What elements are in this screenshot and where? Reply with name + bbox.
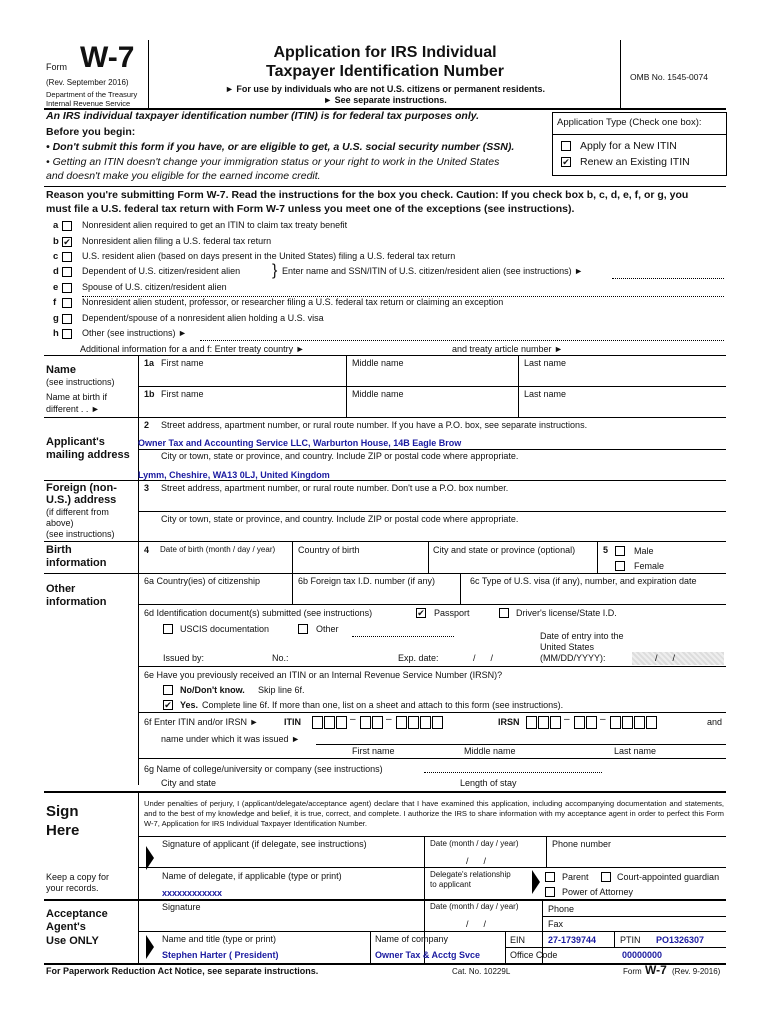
- treaty-note: Additional information for a and f: Enter treaty country ►: [80, 344, 305, 354]
- itin-separator: –: [386, 714, 392, 725]
- itin-digit-box[interactable]: [372, 716, 383, 729]
- middle-name-label[interactable]: Middle name: [352, 358, 404, 368]
- sign-label-1: Sign: [46, 803, 79, 820]
- irsn-digit-box[interactable]: [622, 716, 633, 729]
- reason-text-e: Spouse of U.S. citizen/resident alien: [82, 282, 227, 292]
- entry-date-label-2: United States: [540, 642, 595, 652]
- male-label: Male: [634, 546, 654, 556]
- intro-itin-note: An IRS individual taxpayer identification number (ITIN) is for federal tax purposes only.: [46, 110, 480, 122]
- itin-digit-box[interactable]: [312, 716, 323, 729]
- reason-letter-e: e: [53, 282, 59, 293]
- form-label: Form: [46, 62, 67, 72]
- name-section-label: Name: [46, 364, 76, 376]
- reason-checkbox-c[interactable]: [62, 252, 72, 262]
- reason-letter-f: f: [53, 297, 57, 308]
- city-of-birth-label[interactable]: City and state or province (optional): [433, 545, 576, 555]
- reason-checkbox-f[interactable]: [62, 298, 72, 308]
- mailing-city-label: City or town, state or province, and country. Include ZIP or postal code where appropriate.: [161, 451, 519, 461]
- foreign-label-4: above): [46, 518, 74, 528]
- guardian-checkbox[interactable]: [601, 872, 611, 882]
- female-checkbox[interactable]: [615, 561, 625, 571]
- itin-digit-box[interactable]: [360, 716, 371, 729]
- agent-name-title-label[interactable]: Name and title (type or print): [162, 934, 277, 944]
- reason-checkbox-e[interactable]: [62, 283, 72, 293]
- name-issued-label: name under which it was issued ►: [161, 734, 300, 744]
- irsn-separator: –: [564, 714, 570, 725]
- itin-digit-box[interactable]: [336, 716, 347, 729]
- birth-label-1: Birth: [46, 544, 72, 556]
- no-dont-know-label: No/Don't know.: [180, 685, 245, 695]
- no-dont-know-checkbox[interactable]: [163, 685, 173, 695]
- reason-checkbox-h[interactable]: [62, 329, 72, 339]
- visa-label[interactable]: 6c Type of U.S. visa (if any), number, and expiration date: [470, 576, 697, 586]
- yes-rest: Complete line 6f. If more than one, list on a sheet and attach to this form (see instructions).: [202, 700, 564, 710]
- male-checkbox[interactable]: [615, 546, 625, 556]
- line-5: 5: [603, 545, 609, 555]
- foreign-city-label: City or town, state or province, and country. Include ZIP or postal code where appropriate.: [161, 514, 519, 524]
- delegate-name-label[interactable]: Name of delegate, if applicable (type or print): [162, 871, 342, 881]
- dob-label[interactable]: Date of birth (month / day / year): [160, 545, 276, 554]
- reason-letter-c: c: [53, 251, 59, 262]
- line-4: 4: [144, 545, 150, 555]
- keep-copy-1: Keep a copy for: [46, 872, 110, 882]
- reason-text-a: Nonresident alien required to get an ITIN to claim tax treaty benefit: [82, 220, 348, 230]
- agent-label-1: Acceptance: [46, 908, 108, 920]
- agent-signature-label[interactable]: Signature: [162, 902, 201, 912]
- footer-form-number: W-7: [645, 963, 667, 977]
- company-name-value[interactable]: Owner Tax & Acctg Svce: [375, 950, 481, 960]
- itin-digit-box[interactable]: [324, 716, 335, 729]
- length-of-stay-label[interactable]: Length of stay: [460, 778, 517, 788]
- dept-treasury: Department of the Treasury: [46, 90, 138, 99]
- irsn-label: IRSN: [498, 717, 520, 727]
- mailing-street-value[interactable]: Owner Tax and Accounting Service LLC, Warburton House, 14B Eagle Brow: [138, 438, 462, 448]
- mailing-street-label: Street address, apartment number, or rural route number. If you have a P.O. box, see separate instructions.: [161, 420, 588, 430]
- reason-letter-b: b: [53, 236, 59, 247]
- agent-fax-label[interactable]: Fax: [548, 919, 564, 929]
- drivers-license-label: Driver's license/State I.D.: [516, 608, 617, 618]
- catalog-number: Cat. No. 10229L: [452, 967, 511, 976]
- reason-text-g: Dependent/spouse of a nonresident alien holding a U.S. visa: [82, 313, 324, 323]
- irsn-digit-box[interactable]: [586, 716, 597, 729]
- entry-date-label-3: (MM/DD/YYYY):: [540, 653, 606, 663]
- irsn-digit-box[interactable]: [610, 716, 621, 729]
- irsn-digit-box[interactable]: [550, 716, 561, 729]
- brace: }: [272, 262, 278, 279]
- issued-last-name-label[interactable]: Last name: [614, 746, 657, 756]
- delegate-name-value[interactable]: xxxxxxxxxxxx: [162, 888, 223, 898]
- female-label: Female: [634, 561, 665, 571]
- foreign-street-label: Street address, apartment number, or rural route number. Don't use a P.O. box number.: [161, 483, 509, 493]
- entry-date-label-1: Date of entry into the: [540, 631, 624, 641]
- itin-separator: –: [350, 714, 356, 725]
- applicant-date-label[interactable]: Date (month / day / year): [430, 839, 519, 848]
- uscis-checkbox[interactable]: [163, 624, 173, 634]
- subtitle-2: ► See separate instructions.: [323, 95, 447, 105]
- name-at-birth-label: Name at birth if: [46, 392, 108, 402]
- and-label: and: [707, 717, 723, 727]
- agent-date-slashes: / /: [466, 919, 487, 929]
- itin-irsn-label: 6f Enter ITIN and/or IRSN ►: [144, 717, 259, 727]
- mailing-label-2: mailing address: [46, 449, 130, 461]
- college-label: 6g Name of college/university or company (see instructions): [144, 764, 383, 774]
- reason-checkbox-d[interactable]: [62, 267, 72, 277]
- sign-label-2: Here: [46, 822, 80, 839]
- name-at-birth-label-2: different . . ►: [46, 404, 100, 414]
- issued-by-label[interactable]: Issued by:: [163, 653, 205, 663]
- foreign-tax-id-label[interactable]: 6b Foreign tax I.D. number (if any): [298, 576, 436, 586]
- paperwork-notice: For Paperwork Reduction Act Notice, see separate instructions.: [46, 966, 319, 976]
- perjury-statement: Under penalties of perjury, I (applicant/delegate/acceptance agent) declare that I have examined this application, including accompanying documentation and statements, and to the best of my knowledge and belief, it is true, correct, and complete. I authorize the IRS to share information with my acceptance agent in order to perfect this Form W-7, Application for IRS Individual Taxpayer Identification Number.: [144, 799, 724, 828]
- line-1b: 1b: [144, 389, 155, 399]
- irsn-digit-box[interactable]: [574, 716, 585, 729]
- itin-digit-box[interactable]: [408, 716, 419, 729]
- irsn-digit-box[interactable]: [526, 716, 537, 729]
- issued-middle-name-label[interactable]: Middle name: [464, 746, 516, 756]
- line-3: 3: [144, 483, 150, 493]
- poa-label: Power of Attorney: [562, 887, 634, 897]
- phone-number-label[interactable]: Phone number: [552, 839, 612, 849]
- irsn-separator: –: [600, 714, 606, 725]
- last-name-label[interactable]: Last name: [524, 358, 567, 368]
- foreign-label-1: Foreign (non-: [46, 482, 117, 494]
- reason-text-c: U.S. resident alien (based on days present in the United States) filing a U.S. federal tax return: [82, 251, 456, 261]
- irsn-digit-box[interactable]: [646, 716, 657, 729]
- agent-date-label[interactable]: Date (month / day / year): [430, 902, 519, 911]
- irsn-digit-box[interactable]: [538, 716, 549, 729]
- intro-bullet-ssn: • Don't submit this form if you have, or are eligible to get, a U.S. social security number (SSN).: [46, 141, 515, 153]
- entry-date-slashes: / /: [655, 653, 676, 663]
- footer-form-label: Form: [623, 967, 642, 976]
- exp-date-slashes: / /: [473, 653, 494, 663]
- apply-new-label: Apply for a New ITIN: [580, 140, 677, 152]
- citizenship-label[interactable]: 6a Country(ies) of citizenship: [144, 576, 261, 586]
- intro-bullet-status: • Getting an ITIN doesn't change your immigration status or your right to work in the United States: [46, 156, 500, 168]
- delegate-relationship-1: Delegate's relationship: [430, 870, 511, 879]
- foreign-label-2: U.S.) address: [46, 494, 117, 506]
- itin-digit-box[interactable]: [432, 716, 443, 729]
- ein-label: EIN: [510, 935, 526, 945]
- other-label-2: information: [46, 596, 107, 608]
- agent-phone-label[interactable]: Phone: [548, 904, 575, 914]
- agent-label-2: Agent's: [46, 921, 86, 933]
- guardian-label: Court-appointed guardian: [617, 872, 720, 882]
- reason-letter-a: a: [53, 220, 59, 231]
- itin-digit-box[interactable]: [396, 716, 407, 729]
- reason-line-1: Reason you're submitting Form W-7. Read the instructions for the box you check. Caution: If you check box b, c, d, e, f, or g, you: [46, 189, 689, 201]
- applicant-signature-label[interactable]: Signature of applicant (if delegate, see instructions): [162, 839, 367, 849]
- line-1a: 1a: [144, 358, 155, 368]
- reason-checkbox-b[interactable]: ✔: [63, 237, 71, 247]
- form-number: W-7: [80, 41, 135, 74]
- poa-checkbox[interactable]: [545, 887, 555, 897]
- office-code-value[interactable]: 00000000: [622, 950, 663, 960]
- foreign-label-5: (see instructions): [46, 529, 115, 539]
- apply-new-checkbox[interactable]: [561, 141, 571, 151]
- before-you-begin: Before you begin:: [46, 126, 136, 138]
- dependent-note: Enter name and SSN/ITIN of U.S. citizen/resident alien (see instructions) ►: [282, 266, 584, 276]
- keep-copy-2: your records.: [46, 883, 99, 893]
- city-state-label[interactable]: City and state: [161, 778, 217, 788]
- reason-checkbox-a[interactable]: [62, 221, 72, 231]
- other-doc-label: Other: [316, 624, 339, 634]
- office-code-label: Office Code: [510, 950, 558, 960]
- reason-letter-h: h: [53, 328, 59, 339]
- mailing-city-value[interactable]: Lymm, Cheshire, WA13 0LJ, United Kingdom: [138, 470, 330, 480]
- passport-checkbox[interactable]: ✔: [417, 608, 425, 618]
- issued-first-name-label[interactable]: First name: [352, 746, 395, 756]
- yes-checkbox[interactable]: ✔: [164, 700, 172, 710]
- id-documents-label: 6d Identification document(s) submitted (see instructions): [144, 608, 373, 618]
- birth-first-name-label[interactable]: First name: [161, 389, 204, 399]
- agent-name-value[interactable]: Stephen Harter ( President): [162, 950, 279, 960]
- form-title-2: Taxpayer Identification Number: [266, 63, 504, 80]
- ptin-value[interactable]: PO1326307: [656, 935, 705, 945]
- ptin-label: PTIN: [620, 935, 641, 945]
- agent-label-3: Use ONLY: [46, 935, 99, 947]
- reason-checkbox-g[interactable]: [62, 314, 72, 324]
- relationship-arrow-icon: [532, 870, 540, 894]
- form-title-1: Application for IRS Individual: [273, 44, 497, 61]
- no-dont-know-rest: Skip line 6f.: [258, 685, 305, 695]
- ein-value[interactable]: 27-1739744: [548, 935, 597, 945]
- uscis-label: USCIS documentation: [180, 624, 270, 634]
- revision: (Rev. September 2016): [46, 78, 129, 87]
- other-doc-checkbox[interactable]: [298, 624, 308, 634]
- renew-checkbox[interactable]: ✔: [562, 157, 570, 167]
- line-2: 2: [144, 420, 150, 430]
- application-type-title: Application Type (Check one box):: [557, 117, 702, 128]
- drivers-license-checkbox[interactable]: [499, 608, 509, 618]
- reason-letter-d: d: [53, 266, 59, 277]
- name-see-instructions: (see instructions): [46, 377, 115, 387]
- parent-checkbox[interactable]: [545, 872, 555, 882]
- reason-text-d: Dependent of U.S. citizen/resident alien: [82, 266, 241, 276]
- agent-arrow-icon: [146, 935, 154, 959]
- subtitle-1: ► For use by individuals who are not U.S. citizens or permanent residents.: [225, 84, 545, 94]
- birth-middle-name-label[interactable]: Middle name: [352, 389, 404, 399]
- company-name-label[interactable]: Name of company: [375, 934, 449, 944]
- other-label-1: Other: [46, 583, 76, 595]
- country-of-birth-label[interactable]: Country of birth: [298, 545, 360, 555]
- treaty-article-note: and treaty article number ►: [452, 344, 563, 354]
- reason-letter-g: g: [53, 313, 59, 324]
- doc-number-label[interactable]: No.:: [272, 653, 289, 663]
- applicant-date-slashes: / /: [466, 856, 487, 866]
- omb-number: OMB No. 1545-0074: [630, 72, 708, 82]
- reason-text-b: Nonresident alien filing a U.S. federal tax return: [82, 236, 272, 246]
- entry-date-field[interactable]: [632, 652, 724, 665]
- parent-label: Parent: [562, 872, 589, 882]
- foreign-label-3: (if different from: [46, 507, 109, 517]
- intro-bullet-status-cont: and doesn't make you eligible for the earned income credit.: [46, 170, 321, 182]
- renew-label: Renew an Existing ITIN: [580, 156, 690, 168]
- prior-itin-question: 6e Have you previously received an ITIN or an Internal Revenue Service Number (IRSN)?: [144, 670, 503, 680]
- yes-label: Yes.: [180, 700, 199, 710]
- irs-label: Internal Revenue Service: [46, 99, 131, 108]
- first-name-label[interactable]: First name: [161, 358, 204, 368]
- delegate-relationship-2: to applicant: [430, 880, 471, 889]
- reason-line-2: must file a U.S. federal tax return with Form W-7 unless you meet one of the exceptions (see instructions).: [46, 203, 575, 215]
- reason-text-h: Other (see instructions) ►: [82, 328, 187, 338]
- birth-last-name-label[interactable]: Last name: [524, 389, 567, 399]
- birth-label-2: information: [46, 557, 107, 569]
- reason-text-f: Nonresident alien student, professor, or researcher filing a U.S. federal tax return or claiming an exception: [82, 297, 504, 307]
- footer-revision: (Rev. 9-2016): [672, 967, 721, 976]
- mailing-label-1: Applicant's: [46, 436, 105, 448]
- itin-label: ITIN: [284, 717, 301, 727]
- passport-label: Passport: [434, 608, 470, 618]
- itin-digit-box[interactable]: [420, 716, 431, 729]
- exp-date-label[interactable]: Exp. date:: [398, 653, 439, 663]
- irsn-digit-box[interactable]: [634, 716, 645, 729]
